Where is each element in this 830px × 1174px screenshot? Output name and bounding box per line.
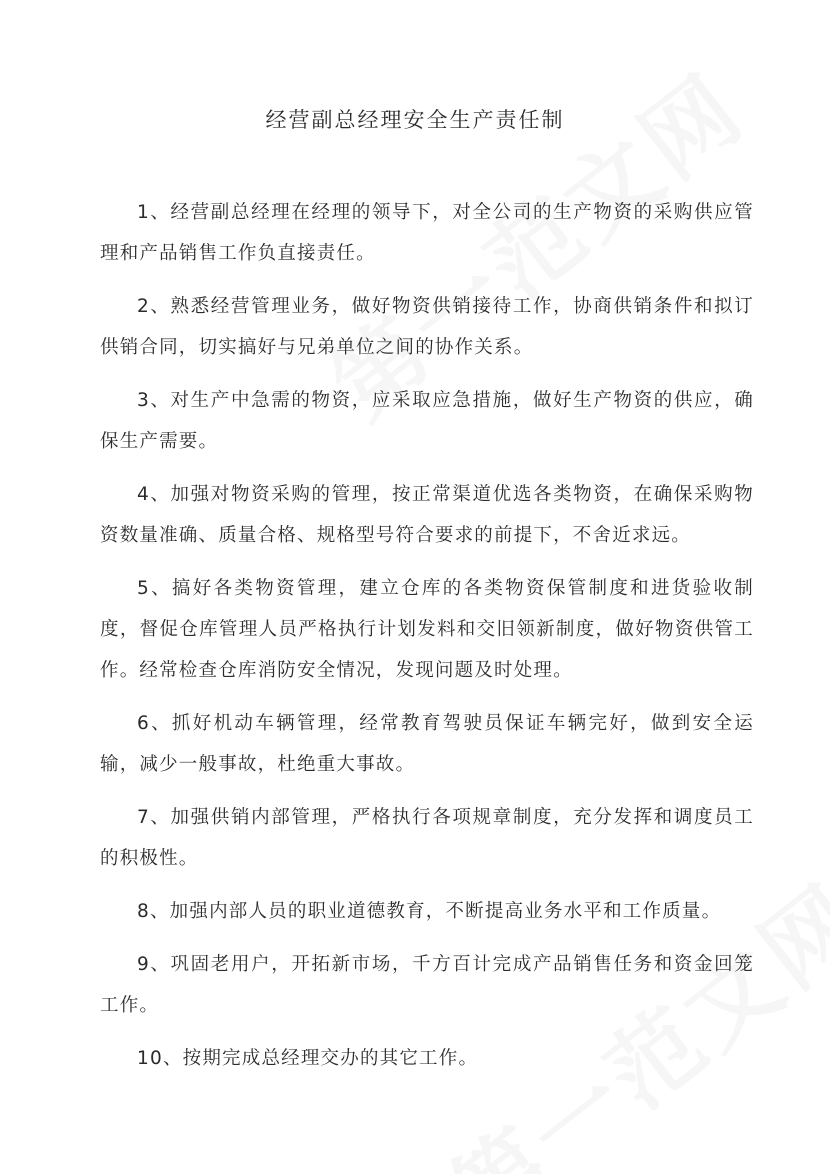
paragraph-5: 5、搞好各类物资管理，建立仓库的各类物资保管制度和进货验收制度，督促仓库管理人员严格执行计划发料和交旧领新制度，做好物资供管工作。经常检查仓库消防安全情况，发现问题及时处理。 bbox=[100, 578, 754, 681]
paragraph-7: 7、加强供销内部管理，严格执行各项规章制度，充分发挥和调度员工的积极性。 bbox=[100, 807, 754, 869]
paragraph-6: 6、抓好机动车辆管理，经常教育驾驶员保证车辆完好，做到安全运输，减少一般事故，杜绝重大事故。 bbox=[100, 713, 754, 775]
document-body bbox=[100, 192, 754, 1091]
paragraph-9: 9、巩固老用户，开拓新市场，千方百计完成产品销售任务和资金回笼工作。 bbox=[100, 954, 754, 1016]
paragraph-1: 1、经营副总经理在经理的领导下，对全公司的生产物资的采购供应管理和产品销售工作负直接责任。 bbox=[100, 202, 754, 264]
paragraph-3: 3、对生产中急需的物资，应采取应急措施，做好生产物资的供应，确保生产需要。 bbox=[100, 390, 754, 452]
paragraph-4: 4、加强对物资采购的管理，按正常渠道优选各类物资，在确保采购物资数量准确、质量合格、规格型号符合要求的前提下，不舍近求远。 bbox=[100, 484, 754, 546]
document-title: 经营副总经理安全生产责任制 bbox=[265, 108, 565, 132]
paragraph-2: 2、熟悉经营管理业务，做好物资供销接待工作，协商供销条件和拟订供销合同，切实搞好与兄弟单位之间的协作关系。 bbox=[100, 296, 754, 358]
paragraph-8: 8、加强内部人员的职业道德教育，不断提高业务水平和工作质量。 bbox=[137, 901, 722, 922]
paragraph-10: 10、按期完成总经理交办的其它工作。 bbox=[137, 1048, 479, 1069]
